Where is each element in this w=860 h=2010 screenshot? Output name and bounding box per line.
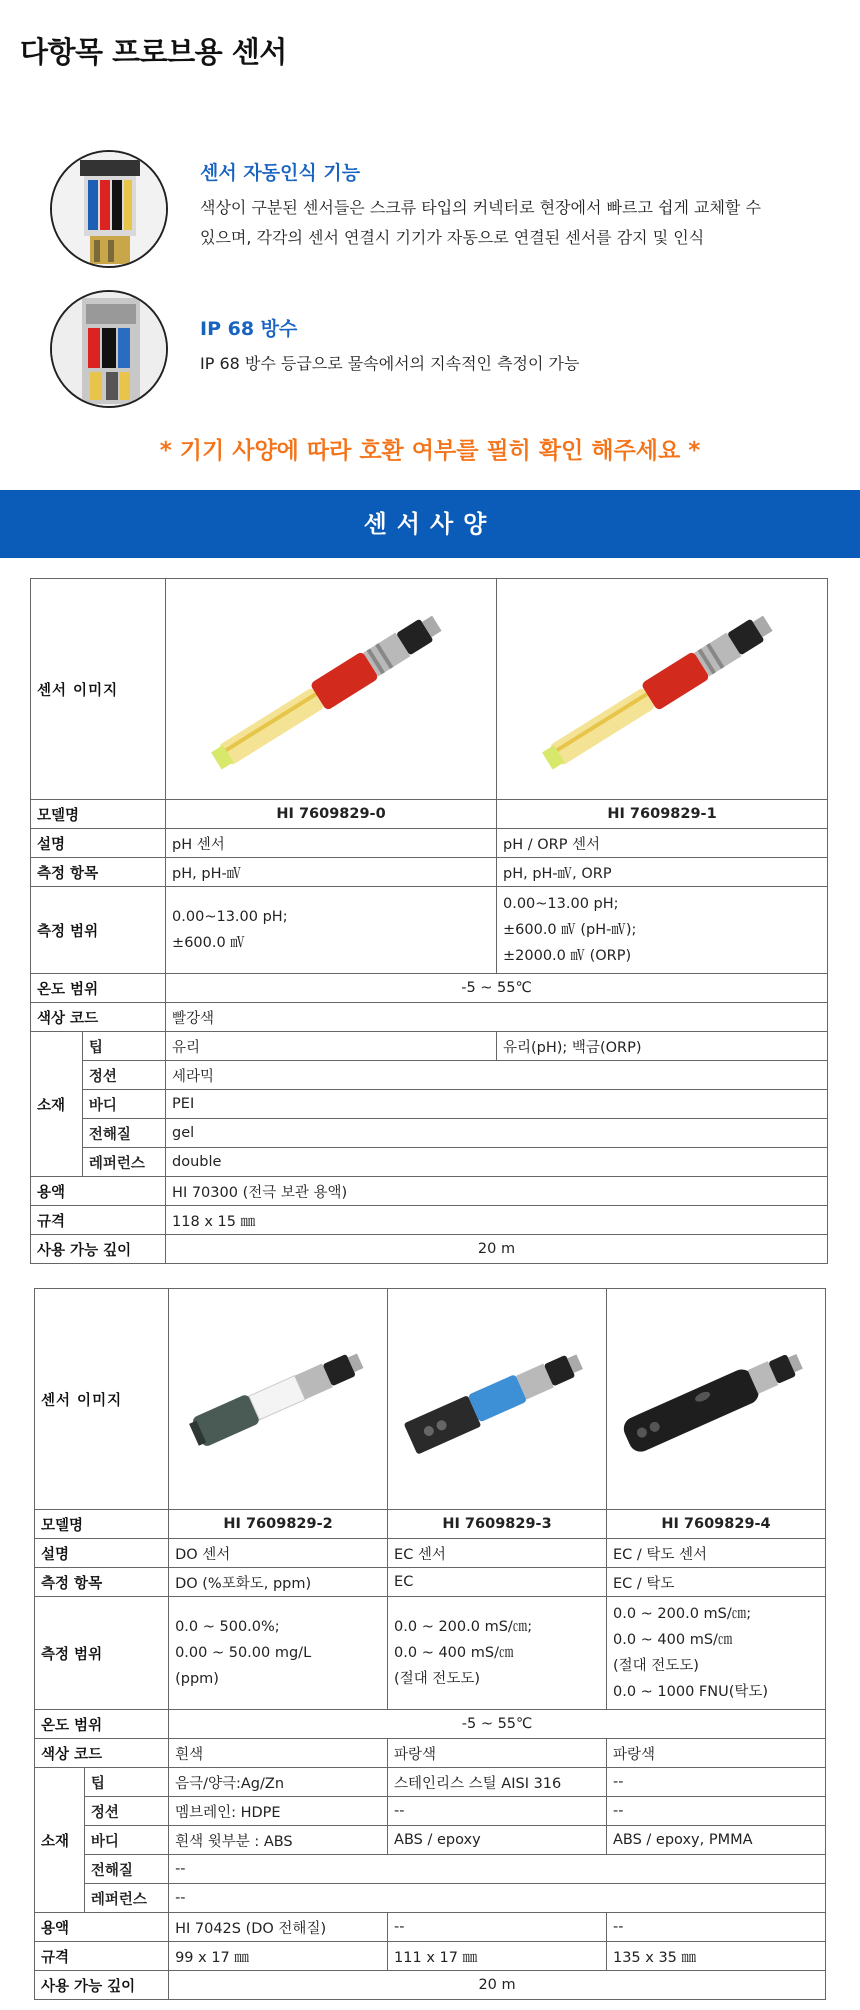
feature-desc: IP 68 방수 등급으로 물속에서의 지속적인 측정이 가능 — [200, 354, 580, 373]
range-line: 0.0 ~ 400 mS/㎝ — [612, 1632, 733, 1648]
spec-table-1 — [30, 578, 828, 1264]
range-line: (절대 전도도) — [394, 1671, 480, 1687]
feature-desc-line: 색상이 구분된 센서들은 스크류 타입의 커넥터로 현장에서 빠르고 쉽게 교체할 수 — [200, 198, 761, 217]
cell-junction: -- — [606, 1797, 825, 1826]
ph-orp-sensor-image — [497, 580, 826, 799]
cell-items: EC — [388, 1568, 607, 1597]
cell-range — [169, 1597, 388, 1710]
label-solution: 용액 — [31, 1177, 166, 1206]
cell-desc: DO 센서 — [169, 1539, 388, 1568]
label-sensor-image: 센서 이미지 — [35, 1289, 169, 1510]
model-name: HI 7609829-3 — [388, 1510, 607, 1539]
cell-body: ABS / epoxy — [388, 1826, 607, 1855]
waterproof-probe-photo — [50, 290, 168, 408]
ec-turbidity-sensor-image — [607, 1290, 824, 1509]
sensor-image-cell — [497, 579, 828, 800]
label-model: 모델명 — [31, 800, 166, 829]
range-line: 0.0 ~ 400 mS/㎝ — [394, 1645, 514, 1661]
range-line: (ppm) — [175, 1671, 219, 1687]
cell-tip: 유리 — [166, 1032, 497, 1061]
label-electrolyte: 전해질 — [84, 1855, 168, 1884]
label-size: 규격 — [35, 1942, 169, 1971]
cell-depth: 20 m — [166, 1235, 828, 1264]
label-desc: 설명 — [35, 1539, 169, 1568]
cell-desc: pH / ORP 센서 — [497, 829, 828, 858]
label-body: 바디 — [82, 1090, 165, 1119]
cell-body: PEI — [166, 1090, 828, 1119]
spec-table-2 — [34, 1288, 826, 2000]
label-sensor-image: 센서 이미지 — [31, 579, 166, 800]
cell-electrolyte: gel — [166, 1119, 828, 1148]
cell-color: 흰색 — [169, 1739, 388, 1768]
feature-auto-recognition — [50, 150, 830, 270]
sensor-image-cell — [606, 1289, 825, 1510]
cell-size: 99 x 17 ㎜ — [169, 1942, 388, 1971]
range-line: ±2000.0 ㎷ (ORP) — [503, 948, 632, 964]
cell-range — [388, 1597, 607, 1710]
model-name: HI 7609829-1 — [497, 800, 828, 829]
sensor-image-cell — [169, 1289, 388, 1510]
do-sensor-image — [169, 1290, 386, 1509]
label-items: 측정 항목 — [31, 858, 166, 887]
cell-electrolyte: -- — [169, 1855, 826, 1884]
range-line: 0.0 ~ 500.0%; — [175, 1619, 280, 1635]
feature-title: 센서 자동인식 기능 — [200, 162, 361, 184]
ec-sensor-image — [388, 1290, 605, 1509]
feature-title: IP 68 방수 — [200, 318, 298, 340]
model-name: HI 7609829-2 — [169, 1510, 388, 1539]
label-range: 측정 범위 — [31, 887, 166, 974]
label-junction: 정션 — [84, 1797, 168, 1826]
cell-range — [606, 1597, 825, 1710]
model-name: HI 7609829-0 — [166, 800, 497, 829]
label-tip: 팁 — [84, 1768, 168, 1797]
label-items: 측정 항목 — [35, 1568, 169, 1597]
sensor-image-cell — [388, 1289, 607, 1510]
feature-desc-line: 있으며, 각각의 센서 연결시 기기가 자동으로 연결된 센서를 감지 및 인식 — [200, 228, 705, 247]
label-reference: 레퍼런스 — [84, 1884, 168, 1913]
cell-desc: EC / 탁도 센서 — [606, 1539, 825, 1568]
cell-size: 135 x 35 ㎜ — [606, 1942, 825, 1971]
cell-body: 흰색 윗부분 : ABS — [169, 1826, 388, 1855]
range-line: 0.00~13.00 pH; — [172, 909, 288, 925]
label-material: 소재 — [35, 1768, 85, 1913]
feature-desc — [200, 193, 840, 253]
page-title: 다항목 프로브용 센서 — [20, 35, 287, 69]
cell-size: 118 x 15 ㎜ — [166, 1206, 828, 1235]
compatibility-notice: * 기기 사양에 따라 호환 여부를 필히 확인 해주세요 * — [159, 438, 701, 464]
cell-solution: -- — [388, 1913, 607, 1942]
label-body: 바디 — [84, 1826, 168, 1855]
label-reference: 레퍼런스 — [82, 1148, 165, 1177]
label-tip: 팁 — [82, 1032, 165, 1061]
cell-range — [497, 887, 828, 974]
cell-junction: 멤브레인: HDPE — [169, 1797, 388, 1826]
cell-items: DO (%포화도, ppm) — [169, 1568, 388, 1597]
cell-solution: HI 7042S (DO 전해질) — [169, 1913, 388, 1942]
range-line: 0.0 ~ 200.0 mS/㎝; — [394, 1619, 533, 1635]
label-model: 모델명 — [35, 1510, 169, 1539]
sensor-image-cell — [166, 579, 497, 800]
cell-junction: -- — [388, 1797, 607, 1826]
cell-items: pH, pH-㎷, ORP — [497, 858, 828, 887]
cell-tip: 유리(pH); 백금(ORP) — [497, 1032, 828, 1061]
cell-solution: HI 70300 (전극 보관 용액) — [166, 1177, 828, 1206]
label-color: 색상 코드 — [31, 1003, 166, 1032]
cell-tip: 스테인리스 스틸 AISI 316 — [388, 1768, 607, 1797]
label-material: 소재 — [31, 1032, 83, 1177]
cell-temp: -5 ~ 55℃ — [169, 1710, 826, 1739]
cell-reference: double — [166, 1148, 828, 1177]
range-line: 0.0 ~ 200.0 mS/㎝; — [612, 1606, 752, 1622]
label-depth: 사용 가능 깊이 — [35, 1971, 169, 2000]
cell-depth: 20 m — [169, 1971, 826, 2000]
label-junction: 정션 — [82, 1061, 165, 1090]
label-size: 규격 — [31, 1206, 166, 1235]
cell-junction: 세라믹 — [166, 1061, 828, 1090]
cell-temp: -5 ~ 55℃ — [166, 974, 828, 1003]
range-line: 0.00~13.00 pH; — [503, 896, 619, 912]
range-line: ±600.0 ㎷ — [172, 935, 245, 951]
cell-color: 파랑색 — [606, 1739, 825, 1768]
cell-solution: -- — [606, 1913, 825, 1942]
cell-items: pH, pH-㎷ — [166, 858, 497, 887]
model-name: HI 7609829-4 — [606, 1510, 825, 1539]
ph-sensor-image — [166, 580, 495, 799]
cell-body: ABS / epoxy, PMMA — [606, 1826, 825, 1855]
label-temp: 온도 범위 — [35, 1710, 169, 1739]
label-electrolyte: 전해질 — [82, 1119, 165, 1148]
range-line: ±600.0 ㎷ (pH-㎷); — [503, 922, 637, 938]
range-line: (절대 전도도) — [612, 1658, 699, 1674]
cell-tip: 음극/양극:Ag/Zn — [169, 1768, 388, 1797]
cell-tip: -- — [606, 1768, 825, 1797]
label-range: 측정 범위 — [35, 1597, 169, 1710]
range-line: 0.0 ~ 1000 FNU(탁도) — [612, 1684, 769, 1700]
cell-size: 111 x 17 ㎜ — [388, 1942, 607, 1971]
section-banner: 센서사양 — [0, 490, 860, 558]
label-desc: 설명 — [31, 829, 166, 858]
sensor-connector-photo — [50, 150, 168, 268]
label-temp: 온도 범위 — [31, 974, 166, 1003]
cell-desc: EC 센서 — [388, 1539, 607, 1568]
cell-range — [166, 887, 497, 974]
label-solution: 용액 — [35, 1913, 169, 1942]
cell-color: 빨강색 — [166, 1003, 828, 1032]
cell-items: EC / 탁도 — [606, 1568, 825, 1597]
cell-reference: -- — [169, 1884, 826, 1913]
range-line: 0.00 ~ 50.00 mg/L — [175, 1645, 312, 1661]
label-depth: 사용 가능 깊이 — [31, 1235, 166, 1264]
feature-ip68 — [50, 290, 830, 410]
cell-desc: pH 센서 — [166, 829, 497, 858]
label-color: 색상 코드 — [35, 1739, 169, 1768]
cell-color: 파랑색 — [388, 1739, 607, 1768]
